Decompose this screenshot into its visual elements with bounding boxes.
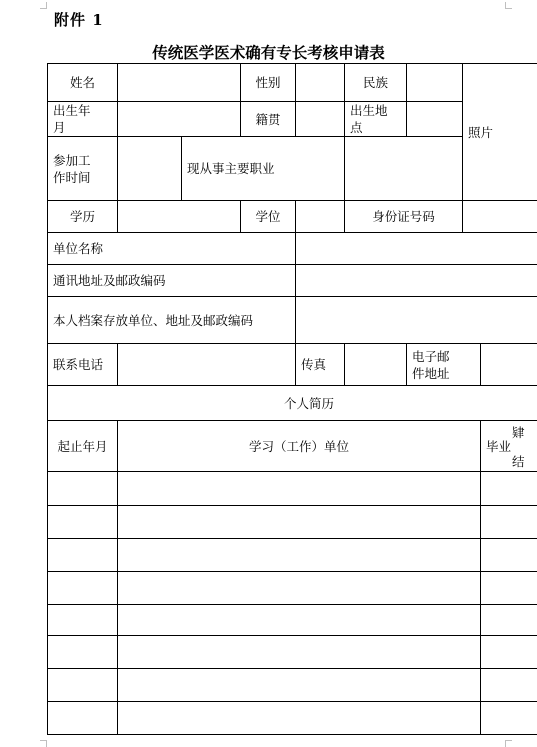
graduation-cell[interactable] <box>481 669 537 702</box>
work-start-field[interactable] <box>118 137 182 201</box>
employer-field[interactable] <box>296 233 537 265</box>
photo-box[interactable] <box>463 64 537 201</box>
resume-row <box>48 702 537 735</box>
email-field[interactable] <box>481 344 537 386</box>
row-address <box>48 265 537 297</box>
birth-place-field[interactable] <box>407 102 463 137</box>
birth-date-field[interactable] <box>118 102 241 137</box>
ethnicity-field[interactable] <box>407 64 463 102</box>
ethnicity-label: 民族 <box>345 64 407 102</box>
degree-field[interactable] <box>296 201 345 233</box>
unit-cell[interactable] <box>118 669 481 702</box>
form-title: 传统医学医术确有专长考核申请表 <box>152 43 385 62</box>
unit-cell[interactable] <box>118 472 481 506</box>
graduation-cell[interactable] <box>481 605 537 636</box>
resume-row <box>48 605 537 636</box>
graduation-column-header <box>481 421 537 472</box>
photo-label: 照片 <box>468 124 494 140</box>
attachment-label: 附件 1 <box>54 11 104 29</box>
page-corner-mark <box>40 2 47 9</box>
row-resume-title <box>48 386 537 421</box>
graduation-cell[interactable] <box>481 539 537 572</box>
current-job-label: 现从事主要职业 <box>182 137 345 201</box>
work-start-label: 参加工作时间 <box>48 137 118 201</box>
resume-header-row <box>48 421 537 472</box>
current-job-field[interactable] <box>345 137 463 201</box>
period-cell[interactable] <box>48 636 118 669</box>
resume-row <box>48 636 537 669</box>
name-field[interactable] <box>118 64 241 102</box>
period-column-header: 起止年月 <box>48 421 118 472</box>
id-number-field[interactable] <box>463 201 537 233</box>
row-archive <box>48 297 537 344</box>
unit-cell[interactable] <box>118 506 481 539</box>
graduation-cell[interactable] <box>481 472 537 506</box>
address-postcode-field[interactable] <box>296 265 537 297</box>
period-cell[interactable] <box>48 669 118 702</box>
name-label: 姓名 <box>48 64 118 102</box>
graduation-cell[interactable] <box>481 636 537 669</box>
education-field[interactable] <box>118 201 241 233</box>
education-label: 学历 <box>48 201 118 233</box>
id-number-label: 身份证号码 <box>345 201 463 233</box>
period-cell[interactable] <box>48 539 118 572</box>
birth-date-label: 出生年月 <box>48 102 118 137</box>
archive-location-field[interactable] <box>296 297 537 344</box>
resume-row <box>48 472 537 506</box>
graduation-status-label: 肄 毕业 结 <box>486 425 525 469</box>
native-place-label: 籍贯 <box>241 102 296 137</box>
gender-field[interactable] <box>296 64 345 102</box>
row-contact <box>48 344 537 386</box>
page-corner-mark <box>40 740 47 747</box>
unit-cell[interactable] <box>118 702 481 735</box>
gender-label: 性别 <box>241 64 296 102</box>
resume-title: 个人简历 <box>48 386 537 421</box>
period-cell[interactable] <box>48 472 118 506</box>
unit-cell[interactable] <box>118 605 481 636</box>
resume-row <box>48 506 537 539</box>
page-corner-mark <box>505 740 512 747</box>
period-cell[interactable] <box>48 605 118 636</box>
unit-cell[interactable] <box>118 539 481 572</box>
graduation-cell[interactable] <box>481 702 537 735</box>
native-place-field[interactable] <box>296 102 345 137</box>
fax-field[interactable] <box>345 344 407 386</box>
resume-row <box>48 539 537 572</box>
period-cell[interactable] <box>48 702 118 735</box>
fax-label: 传真 <box>296 344 345 386</box>
phone-label: 联系电话 <box>48 344 118 386</box>
application-form-table <box>47 63 537 735</box>
birth-place-label: 出生地点 <box>345 102 407 137</box>
row-name <box>48 64 537 102</box>
email-label: 电子邮件地址 <box>407 344 481 386</box>
resume-row <box>48 669 537 702</box>
period-cell[interactable] <box>48 506 118 539</box>
row-education <box>48 201 537 233</box>
unit-cell[interactable] <box>118 572 481 605</box>
graduation-cell[interactable] <box>481 506 537 539</box>
unit-column-header: 学习（工作）单位 <box>118 421 481 472</box>
graduation-cell[interactable] <box>481 572 537 605</box>
resume-row <box>48 572 537 605</box>
address-postcode-label: 通讯地址及邮政编码 <box>48 265 296 297</box>
period-cell[interactable] <box>48 572 118 605</box>
archive-location-label: 本人档案存放单位、地址及邮政编码 <box>48 297 296 344</box>
phone-field[interactable] <box>118 344 296 386</box>
row-employer <box>48 233 537 265</box>
page-corner-mark <box>505 2 512 9</box>
employer-label: 单位名称 <box>48 233 296 265</box>
degree-label: 学位 <box>241 201 296 233</box>
unit-cell[interactable] <box>118 636 481 669</box>
